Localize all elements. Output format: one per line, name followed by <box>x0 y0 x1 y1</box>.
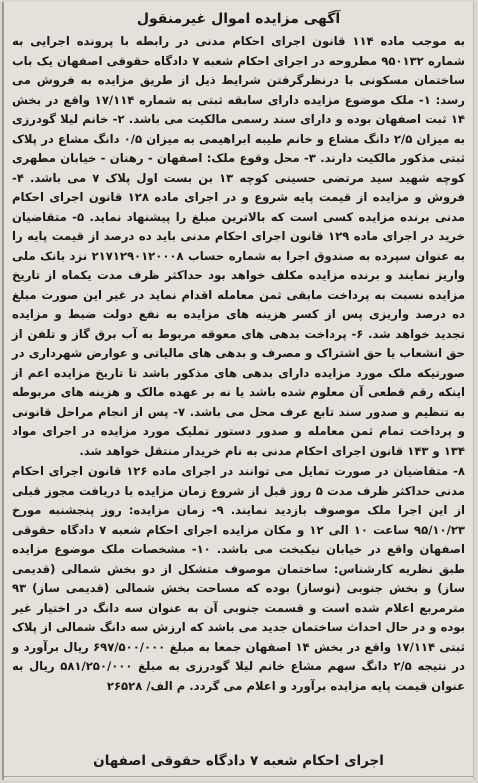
notice-signature: اجرای احکام شعبه ۷ دادگاه حقوقی اصفهان <box>93 753 384 769</box>
bottom-divider <box>4 776 473 777</box>
notice-title: آگهی مزایده اموال غیرمنقول <box>136 11 341 27</box>
newspaper-clipping <box>2 2 474 780</box>
notice-body <box>12 32 465 696</box>
notice-paragraph-conditions: به موجب ماده ۱۱۴ قانون اجرای احکام مدنی در رابطه با پرونده اجرایی به شماره ۹۵۰۱۳۲ مطروحه در اجرای احکام شعبه ۷ دادگاه حقوقی اصفهان یک باب ساختمان مسکونی با درنظرگرفتن شرایط ذیل از طریق مزایده به فروش می رسد: ۱- ملک موضوع مزایده دارای سابقه ثبتی به شماره ۱۷/۱۱۴ واقع در بخش ۱۴ ثبت اصفهان بوده و دارای سند رسمی مالکیت می باشد. ۲- خانم لیلا گودرزی به میزان ۲/۵ دانگ مشاع و خانم طیبه ابراهیمی به میزان ۰/۵ دانگ مشاع در پلاک ثبتی مذکور مالکیت دارند. ۳- محل وقوع ملک: اصفهان - رهنان - خیابان مطهری کوچه شهید سید مرتضی حسینی کوچه ۱۳ بن بست اول پلاک ۷ می باشد. ۴- فروش و مزایده از قیمت پایه شروع و در اجرای ماده ۱۲۸ قانون اجرای احکام مدنی برنده مزایده کسی است که بالاترین مبلغ را پیشنهاد نماید. ۵- متقاضیان خرید در اجرای ماده ۱۲۹ قانون اجرای احکام مدنی باید ده درصد از قیمت پایه را به عنوان سپرده به صندوق اجرا به شماره حساب ۲۱۷۱۲۹۰۱۲۰۰۰۸ نزد بانک ملی واریز نمایند و برنده مزایده مکلف خواهد بود حداکثر ظرف مدت یکماه از تاریخ مزایده نسبت به پرداخت مابقی ثمن معامله اقدام نماید در غیر این صورت مبلغ ده درصد واریزی پس از کسر هزینه های مزایده به نفع دولت ضبط و مزایده تجدید خواهد شد. ۶- پرداخت بدهی های معوقه مربوط به آب برق گاز و تلفن از حق انشعاب یا حق اشتراک و مصرف و بدهی های مالیاتی و عوارض شهرداری در صورتیکه ملک مورد مزایده دارای بدهی های مذکور باشد تا تاریخ مزایده اعم از اینکه رقم قطعی آن معلوم شده باشد یا نه بر عهده مالک و هزینه های مربوطه به تنظیم و صدور سند تابع عرف محل می باشد. ۷- پس از انجام مراحل قانونی و پرداخت تمام ثمن معامله و صدور دستور تملیک مورد مزایده در اجرای مواد ۱۳۴ و ۱۴۳ قانون اجرای احکام مدنی به نام خریدار منتقل خواهد شد. <box>12 34 466 458</box>
notice-paragraph-auction-details: ۸- متقاضیان در صورت تمایل می توانند در اجرای ماده ۱۲۶ قانون اجرای احکام مدنی حداکثر ظرف مدت ۵ روز قبل از شروع زمان مزایده با دریافت مجوز قبلی از این اجرا ملک موصوف بازدید نمایند. ۹- زمان مزایده: روز پنجشنبه مورخ ۹۵/۱۰/۲۳ ساعت ۱۰ الی ۱۲ و مکان مزایده اجرای احکام شعبه ۷ دادگاه حقوقی اصفهان واقع در خیابان نیکبخت می باشد. ۱۰- مشخصات ملک موضوع مزایده طبق نظریه کارشناس: ساختمان موصوف متشکل از دو بخش شمالی (قدیمی ساز) و بخش جنوبی (نوساز) بوده که مساحت بخش شمالی (قدیمی ساز) ۹۳ مترمربع اعلام شده است و قسمت جنوبی آن به عنوان سه دانگ در اختیار غیر بوده و در حال احداث ساختمان جدید می باشد که ارزش سه دانگ شمالی از پلاک ثبتی ۱۷/۱۱۴ واقع در بخش ۱۴ اصفهان جمعا به مبلغ ۶۹۷/۵۰۰/۰۰۰ ریال برآورد و در نتیجه ۲/۵ دانگ سهم مشاع خانم لیلا گودرزی به مبلغ ۵۸۱/۲۵۰/۰۰۰ ریال به عنوان قیمت پایه مزایده برآورد و اعلام می گردد. م الف/ ۲۶۵۲۸ <box>12 464 465 693</box>
